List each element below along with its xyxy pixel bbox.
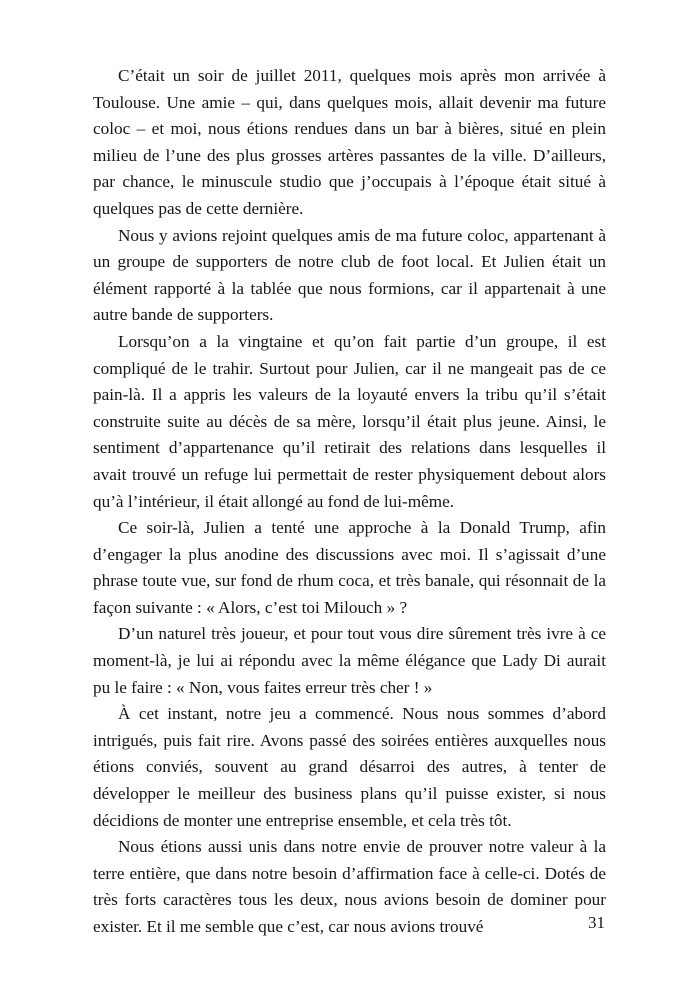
body-text [93, 63, 606, 941]
paragraph-7: Nous étions aussi unis dans notre envie de prouver notre valeur à la terre entière, que dans notre besoin d’affirmation face à celle-ci. Dotés de très forts caractères tous les deux, nous avions besoin de dominer pour exister. Et il me semble que c’est, car nous avions trouvé [93, 837, 606, 936]
paragraph-4: Ce soir-là, Julien a tenté une approche à la Donald Trump, afin d’engager la plus anodine des discussions avec moi. Il s’agissait d’une phrase toute vue, sur fond de rhum coca, et très banale, qui résonnait de la façon suivante : « Alors, c’est toi Milouch » ? [93, 518, 606, 617]
page-number: 31 [588, 913, 605, 932]
paragraph-1: C’était un soir de juillet 2011, quelques mois après mon arrivée à Toulouse. Une amie – qui, dans quelques mois, allait devenir ma future coloc – et moi, nous étions rendues dans un bar à bières, situé en plein milieu de l’une des plus grosses artères passantes de la ville. D’ailleurs, par chance, le minuscule studio que j’occupais à l’époque était situé à quelques pas de cette dernière. [93, 66, 606, 218]
paragraph-3: Lorsqu’on a la vingtaine et qu’on fait partie d’un groupe, il est compliqué de le trahir. Surtout pour Julien, car il ne mangeait pas de ce pain-là. Il a appris les valeurs de la loyauté envers la tribu qu’il s’était construite suite au décès de sa mère, lorsqu’il était plus jeune. Ainsi, le sentiment d’appartenance qu’il retirait des relations dans lesquelles il avait trouvé un refuge lui permettait de rester physiquement debout alors qu’à l’intérieur, il était allongé au fond de lui-même. [93, 331, 606, 511]
paragraph-6: À cet instant, notre jeu a commencé. Nous nous sommes d’abord intrigués, puis fait rire. Avons passé des soirées entières auxquelles nous étions conviés, souvent au grand désarroi des autres, à tenter de développer le meilleur des business plans qu’il puisse exister, si nous décidions de monter une entreprise ensemble, et cela très tôt. [93, 704, 606, 830]
paragraph-2: Nous y avions rejoint quelques amis de ma future coloc, appartenant à un groupe de supporters de notre club de foot local. Et Julien était un élément rapporté à la tablée que nous formions, car il appartenait à une autre bande de supporters. [93, 225, 606, 325]
paragraph-5: D’un naturel très joueur, et pour tout vous dire sûrement très ivre à ce moment-là, je lui ai répondu avec la même élégance que Lady Di aurait pu le faire : « Non, vous faites erreur très cher ! » [93, 624, 606, 697]
